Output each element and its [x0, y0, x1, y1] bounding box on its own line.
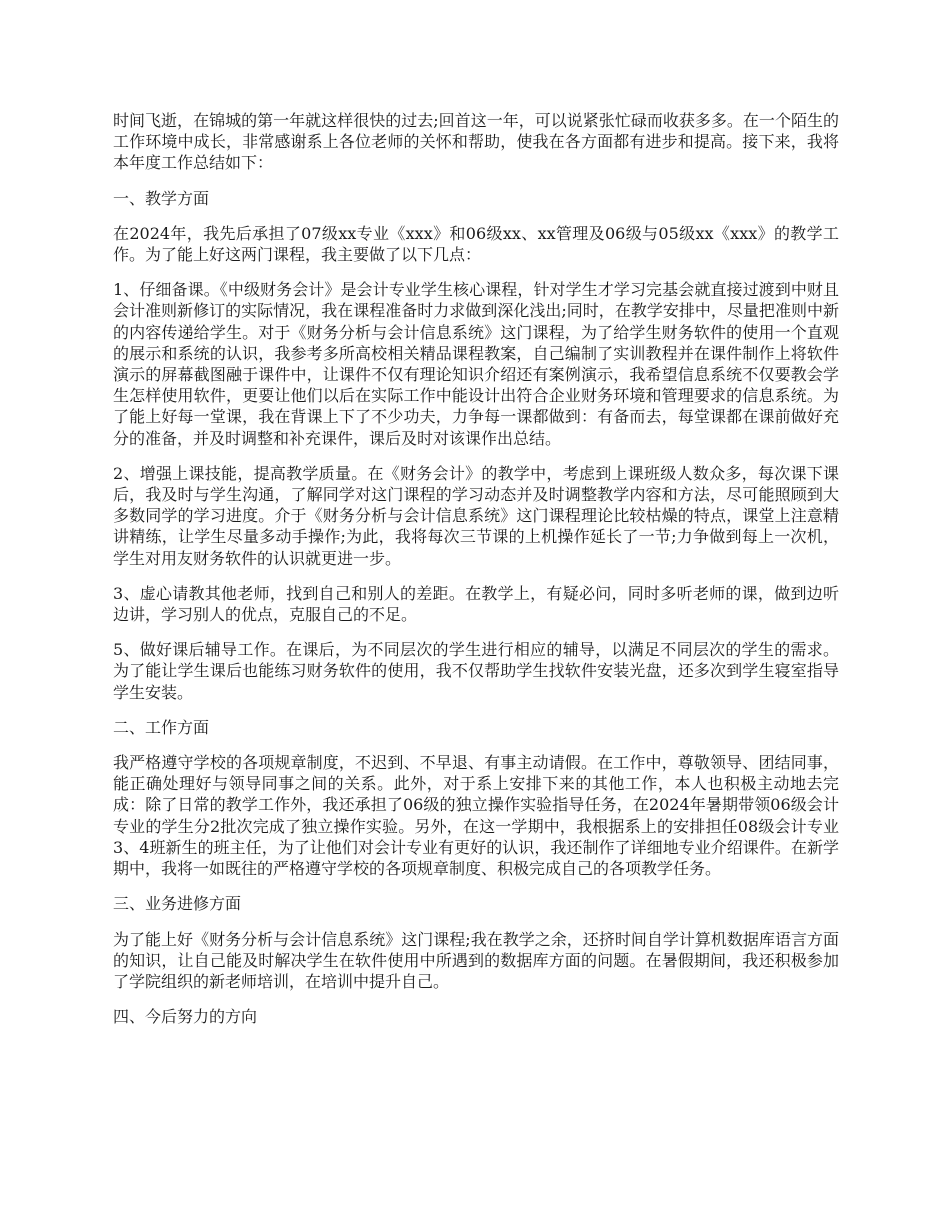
document-body	[113, 110, 839, 1041]
intro-paragraph: 时间飞逝，在锦城的第一年就这样很快的过去;回首这一年，可以说紧张忙碌而收获多多。在一个陌生的工作环境中成长，非常感谢系上各位老师的关怀和帮助，使我在各方面都有进步和提高。接下来，我将本年度工作总结如下：	[113, 111, 839, 173]
section-heading-teaching: 一、教学方面	[113, 188, 210, 208]
teaching-paragraph-tutoring: 5、做好课后辅导工作。在课后，为不同层次的学生进行相应的辅导，以满足不同层次的学生的需求。为了能让学生课后也能练习财务软件的使用，我不仅帮助学生找软件安装光盘，还多次到学生寝室指导学生安装。	[113, 640, 839, 702]
section-heading-future: 四、今后努力的方向	[113, 1007, 258, 1027]
teaching-paragraph-preparation: 1、仔细备课。《中级财务会计》是会计专业学生核心课程，针对学生才学习完基会就直接过渡到中财且会计准则新修订的实际情况，我在课程准备时力求做到深化浅出;同时，在教学安排中，尽量把准则中新的内容传递给学生。对于《财务分析与会计信息系统》这门课程，为了给学生财务软件的使用一个直观的展示和系统的认识，我参考多所高校相关精品课程教案，自己编制了实训教程并在课件制作上将软件演示的屏幕截图融于课件中，让课件不仅有理论知识介绍还有案例演示，我希望信息系统不仅要教会学生怎样使用软件，更要让他们以后在实际工作中能设计出符合企业财务环境和管理要求的信息系统。为了能上好每一堂课，我在背课上下了不少功夫，力争每一课都做到：有备而去，每堂课都在课前做好充分的准备，并及时调整和补充课件，课后及时对该课作出总结。	[113, 280, 839, 448]
teaching-paragraph-learning: 3、虚心请教其他老师，找到自己和别人的差距。在教学上，有疑必问，同时多听老师的课，做到边听边讲，学习别人的优点，克服自己的不足。	[113, 583, 839, 625]
work-paragraph: 我严格遵守学校的各项规章制度，不迟到、不早退、有事主动请假。在工作中，尊敬领导、团结同事，能正确处理好与领导同事之间的关系。此外，对于系上安排下来的其他工作，本人也积极主动地去完成：除了日常的教学工作外，我还承担了06级的独立操作实验指导任务，在2024年暑期带领06级会计专业的学生分2批次完成了独立操作实验。另外，在这一学期中，我根据系上的安排担任08级会计专业3、4班新生的班主任，为了让他们对会计专业有更好的认识，我还制作了详细地专业介绍课件。在新学期中，我将一如既往的严格遵守学校的各项规章制度、积极完成自己的各项教学任务。	[113, 753, 839, 879]
teaching-paragraph-overview: 在2024年，我先后承担了07级xx专业《xxx》和06级xx、xx管理及06级与05级xx《xxx》的教学工作。为了能上好这两门课程，我主要做了以下几点：	[113, 223, 839, 265]
study-paragraph: 为了能上好《财务分析与会计信息系统》这门课程;我在教学之余，还挤时间自学计算机数据库语言方面的知识，让自己能及时解决学生在软件使用中所遇到的数据库方面的问题。在暑假期间，我还积极参加了学院组织的新老师培训，在培训中提升自己。	[113, 929, 839, 991]
teaching-paragraph-skills: 2、增强上课技能，提高教学质量。在《财务会计》的教学中，考虑到上课班级人数众多，每次课下课后，我及时与学生沟通，了解同学对这门课程的学习动态并及时调整教学内容和方法，尽可能照顾到大多数同学的学习进度。介于《财务分析与会计信息系统》这门课程理论比较枯燥的特点，课堂上注意精讲精练，让学生尽量多动手操作;为此，我将每次三节课的上机操作延长了一节;力争做到每上一次机，学生对用友财务软件的认识就更进一步。	[113, 463, 839, 568]
section-heading-study: 三、业务进修方面	[113, 894, 242, 914]
section-heading-work: 二、工作方面	[113, 717, 210, 737]
